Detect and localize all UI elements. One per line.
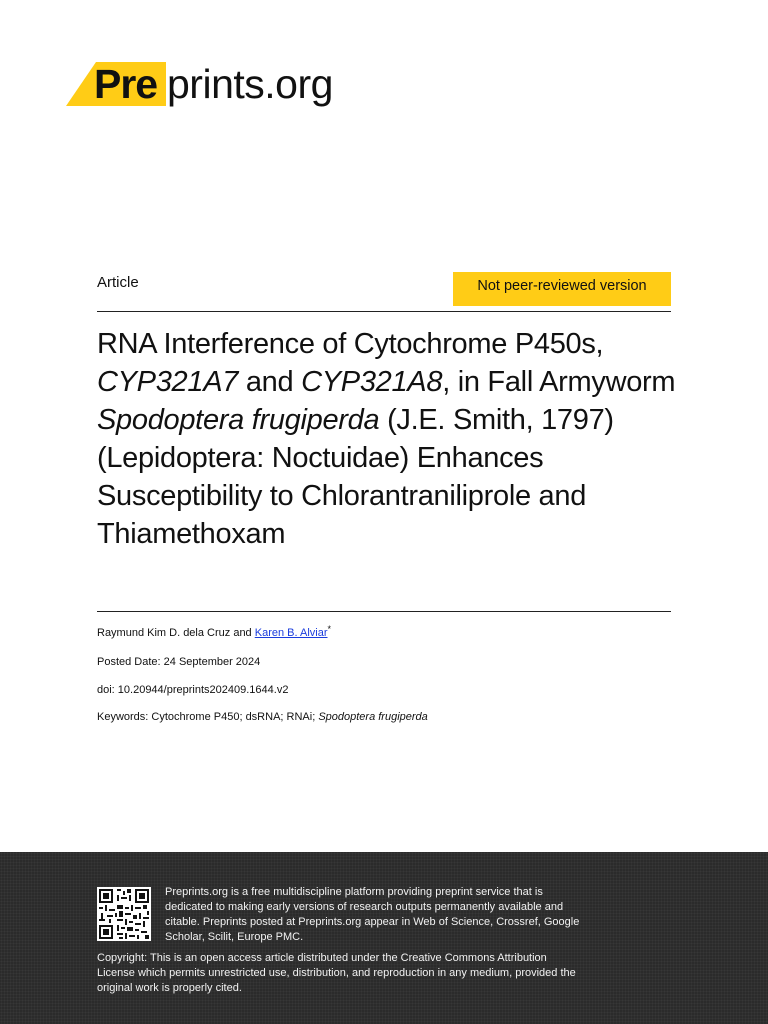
- qr-code-icon[interactable]: [97, 887, 151, 941]
- title-part: and: [238, 366, 302, 398]
- keyword-species: Spodoptera frugiperda: [318, 711, 428, 723]
- article-type-label: Article: [97, 274, 139, 291]
- peer-review-status-badge: Not peer-reviewed version: [453, 272, 671, 306]
- logo-bold-text: Pre: [94, 61, 158, 107]
- title-top-divider: [97, 311, 671, 312]
- platform-description: Preprints.org is a free multidiscipline platform providing preprint service that is dedicated to making early versions of research outputs permanently available and citable. Preprints posted at Preprints.org appear in Web of Science, Crossref, Google Scholar, Scilit, Europe PMC.: [165, 886, 580, 943]
- article-title: [97, 325, 687, 553]
- title-species-name: Spodoptera frugiperda: [97, 404, 380, 436]
- corresponding-author-link[interactable]: Karen B. Alviar: [254, 627, 328, 639]
- preprints-logo[interactable]: [66, 60, 366, 110]
- title-gene-cyp321a7: CYP321A7: [97, 366, 239, 398]
- keywords-line: [97, 711, 428, 723]
- title-part: (J.E. Smith, 1797) (Lepidoptera: Noctuidae) Enhances Susceptibility to Chlorantraniliprole and Thiamethoxam: [97, 404, 614, 550]
- posted-date: Posted Date: 24 September 2024: [97, 656, 261, 668]
- title-part: , in Fall Armyworm: [442, 366, 676, 398]
- keywords-text: Keywords: Cytochrome P450; dsRNA; RNAi;: [97, 711, 319, 723]
- author-list: [97, 624, 332, 639]
- author-names: Raymund Kim D. dela Cruz and: [97, 627, 255, 639]
- title-gene-cyp321a8: CYP321A8: [301, 366, 443, 398]
- footer-banner: [0, 852, 768, 1024]
- copyright-notice: Copyright: This is an open access article distributed under the Creative Commons Attribution License which permits unrestricted use, distribution, and reproduction in any medium, provided the original work is properly cited.: [97, 952, 576, 994]
- title-part: RNA Interference of Cytochrome P450s,: [97, 328, 604, 360]
- doi-text: doi: 10.20944/preprints202409.1644.v2: [97, 684, 289, 696]
- corresponding-author-mark: *: [327, 624, 332, 634]
- logo-rest-text: prints.org: [167, 61, 333, 107]
- title-bottom-divider: [97, 611, 671, 612]
